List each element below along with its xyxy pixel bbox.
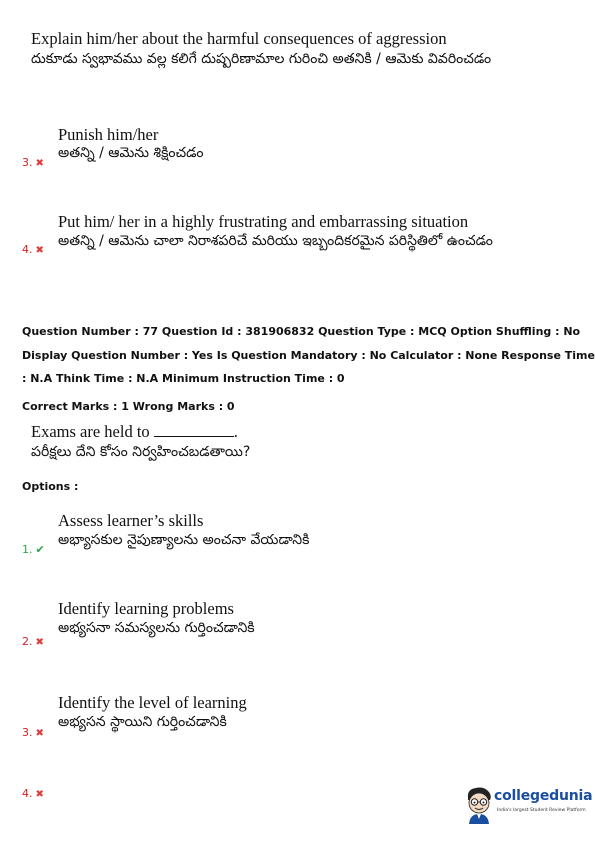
question-stem-text: Exams are held to <box>31 422 150 441</box>
question-meta-line-3: : N.A Think Time : N.A Minimum Instruction Time : 0 <box>22 372 345 385</box>
option-number: 1. <box>22 543 33 556</box>
prev-option-3-te: అతన్ని / ఆమెను శిక్షించడం <box>58 145 204 161</box>
wrong-mark-icon: ✖ <box>35 789 44 800</box>
correct-check-icon: ✔ <box>35 543 45 556</box>
wrong-mark-icon: ✖ <box>35 158 44 169</box>
option-3-number <box>22 726 44 739</box>
fill-in-blank <box>154 424 234 437</box>
prev-question-stem-en: Explain him/her about the harmful consequences of aggression <box>31 29 447 48</box>
prev-option-4-en: Put him/ her in a highly frustrating and embarrassing situation <box>58 212 469 231</box>
prev-option-3-en: Punish him/her <box>58 125 159 144</box>
option-2-en: Identify learning problems <box>58 599 234 618</box>
question-marks: Correct Marks : 1 Wrong Marks : 0 <box>22 400 235 413</box>
option-4-number <box>22 787 44 800</box>
question-stem-end: . <box>233 422 238 441</box>
wrong-mark-icon: ✖ <box>35 728 44 739</box>
wrong-mark-icon: ✖ <box>35 245 44 256</box>
question-stem-en <box>31 423 238 441</box>
option-3-te: అభ్యసన స్థాయిని గుర్తించడానికి <box>58 714 227 730</box>
collegedunia-logo <box>464 786 593 826</box>
option-2-te: అభ్యసనా సమస్యలను గుర్తించడానికి <box>58 620 255 636</box>
wrong-mark-icon: ✖ <box>35 637 44 648</box>
logo-wordmark: collegedunia <box>494 788 593 804</box>
option-1-en: Assess learner’s skills <box>58 511 204 530</box>
option-number: 4. <box>22 243 33 256</box>
question-stem-te: పరీక్షలు దేని కోసం నిర్వహించబడతాయి? <box>31 444 251 460</box>
option-number: 3. <box>22 156 33 169</box>
question-meta-line-1: Question Number : 77 Question Id : 381906832 Question Type : MCQ Option Shuffling : No <box>22 325 581 338</box>
prev-question-stem-te: దుకూడు స్వభావము వల్ల కలిగే దుష్పరిణామాల గురించి అతనికి / ఆమెకు వివరించడం <box>31 51 492 67</box>
option-number: 3. <box>22 726 33 739</box>
option-1-number <box>22 543 45 556</box>
prev-option-4-number <box>22 243 44 256</box>
question-meta-line-2: Display Question Number : Yes Is Question Mandatory : No Calculator : None Response Time <box>22 349 595 362</box>
option-number: 4. <box>22 787 33 800</box>
option-2-number <box>22 635 44 648</box>
logo-tagline: India's largest Student Review Platform <box>497 808 586 813</box>
option-1-te: అభ్యాసకుల నైపుణ్యాలను అంచనా వేయడానికి <box>58 532 310 548</box>
options-label: Options : <box>22 480 79 493</box>
prev-option-4-te: అతన్ని / ఆమెను చాలా నిరాశపరిచే మరియు ఇబ్బందికరమైన పరిస్థితిలో ఉంచడం <box>58 233 493 249</box>
mascot-icon <box>464 786 494 824</box>
option-3-en: Identify the level of learning <box>58 693 247 712</box>
prev-option-3-number <box>22 156 44 169</box>
option-number: 2. <box>22 635 33 648</box>
